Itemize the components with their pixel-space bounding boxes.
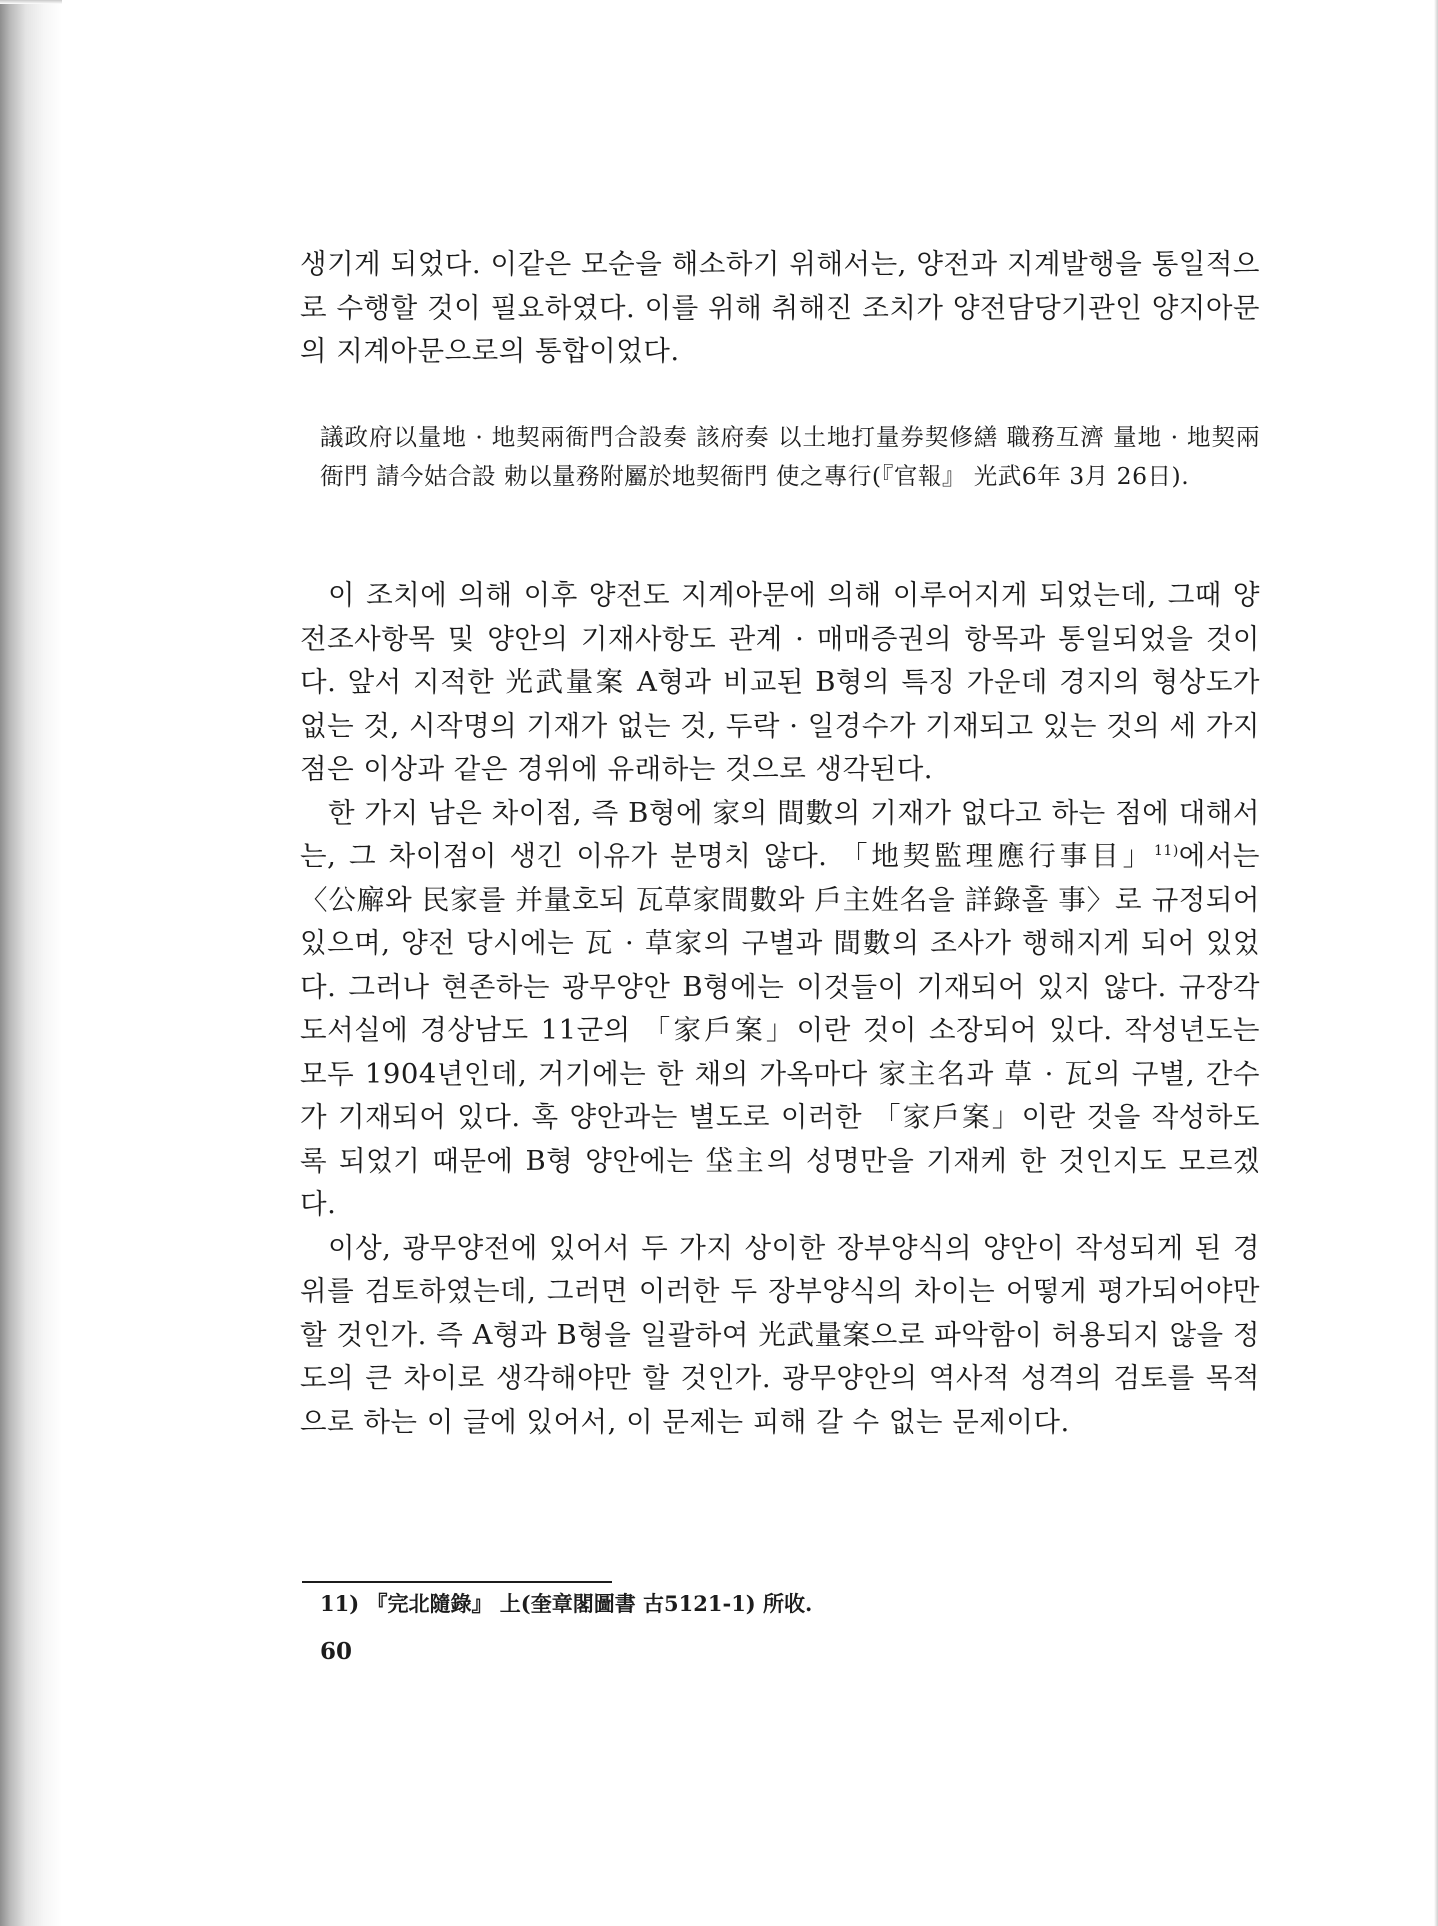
body-paragraph-4: 이상, 광무양전에 있어서 두 가지 상이한 장부양식의 양안이 작성되게 된 경위를 검토하였는데, 그러면 이러한 두 장부양식의 차이는 어떻게 평가되어야만 할 것인가. 즉 A형과 B형을 일괄하여 光武量案으로 파악함이 허용되지 않을 정도의 큰 차이로 생각해야만 할 것인가. 광무양안의 역사적 성격의 검토를 목적으로 하는 이 글에 있어서, 이 문제는 피해 갈 수 없는 문제이다. [300, 1231, 1260, 1438]
body-paragraph-2: 이 조치에 의해 이후 양전도 지계아문에 의해 이루어지게 되었는데, 그때 양전조사항목 및 양안의 기재사항도 관계 · 매매증권의 항목과 통일되었을 것이다. 앞서 지적한 光武量案 A형과 비교된 B형의 특징 가운데 경지의 형상도가 없는 것, 시작명의 기재가 없는 것, 두락 · 일경수가 기재되고 있는 것의 세 가지 점은 이상과 같은 경위에 유래하는 것으로 생각된다. [300, 579, 1260, 785]
quoted-source-block: 議政府以量地 · 地契兩衙門合設奏 該府奏 以土地打量券契修繕 職務互濟 量地 · 地契兩衙門 請今姑合設 勅以量務附屬於地契衙門 使之專行(『官報』 光武6年 3月 26日). [320, 423, 1260, 490]
page-edge-right [1434, 0, 1438, 1926]
body-paragraph-3 [300, 792, 1260, 1227]
body-paragraphs-block [300, 574, 1260, 1444]
body-paragraph-1: 생기게 되었다. 이같은 모순을 해소하기 위해서는, 양전과 지계발행을 통일적으로 수행할 것이 필요하였다. 이를 위해 취해진 조치가 양전담당기관인 양지아문의 지계아문으로의 통합이었다. [300, 248, 1260, 367]
footnote-11: 11) 『完北隨錄』 上(奎章閣圖書 古5121-1) 所收. [320, 1591, 813, 1616]
body-paragraph-1-block [300, 243, 1260, 374]
body-paragraph-3-part-a: 한 가지 남은 차이점, 즉 B형에 家의 間數의 기재가 없다고 하는 점에 대해서는, 그 차이점이 생긴 이유가 분명치 않다. 「地契監理應行事目」 [300, 796, 1260, 872]
footnote-reference-11[interactable]: 11) [1154, 842, 1179, 859]
body-paragraph-3-part-b: 에서는 〈公廨와 民家를 并量호되 瓦草家間數와 戶主姓名을 詳錄홀 事〉로 규정되어 있으며, 양전 당시에는 瓦 · 草家의 구별과 間數의 조사가 행해지게 되어 있었다. 그러나 현존하는 광무양안 B형에는 이것들이 기재되어 있지 않다. 규장각도서실에 경상남도 11군의 「家戶案」이란 것이 소장되어 있다. 작성년도는 모두 1904년인데, 거기에는 한 채의 가옥마다 家主名과 草 · 瓦의 구별, 간수가 기재되어 있다. 혹 양안과는 별도로 이러한 「家戶案」이란 것을 작성하도록 되었기 때문에 B형 양안에는 垈主의 성명만을 기재케 한 것인지도 모르겠다. [300, 840, 1260, 1220]
page-number: 60 [320, 1638, 353, 1665]
footnote-divider [302, 1581, 612, 1583]
book-spine-shadow [0, 0, 62, 1926]
